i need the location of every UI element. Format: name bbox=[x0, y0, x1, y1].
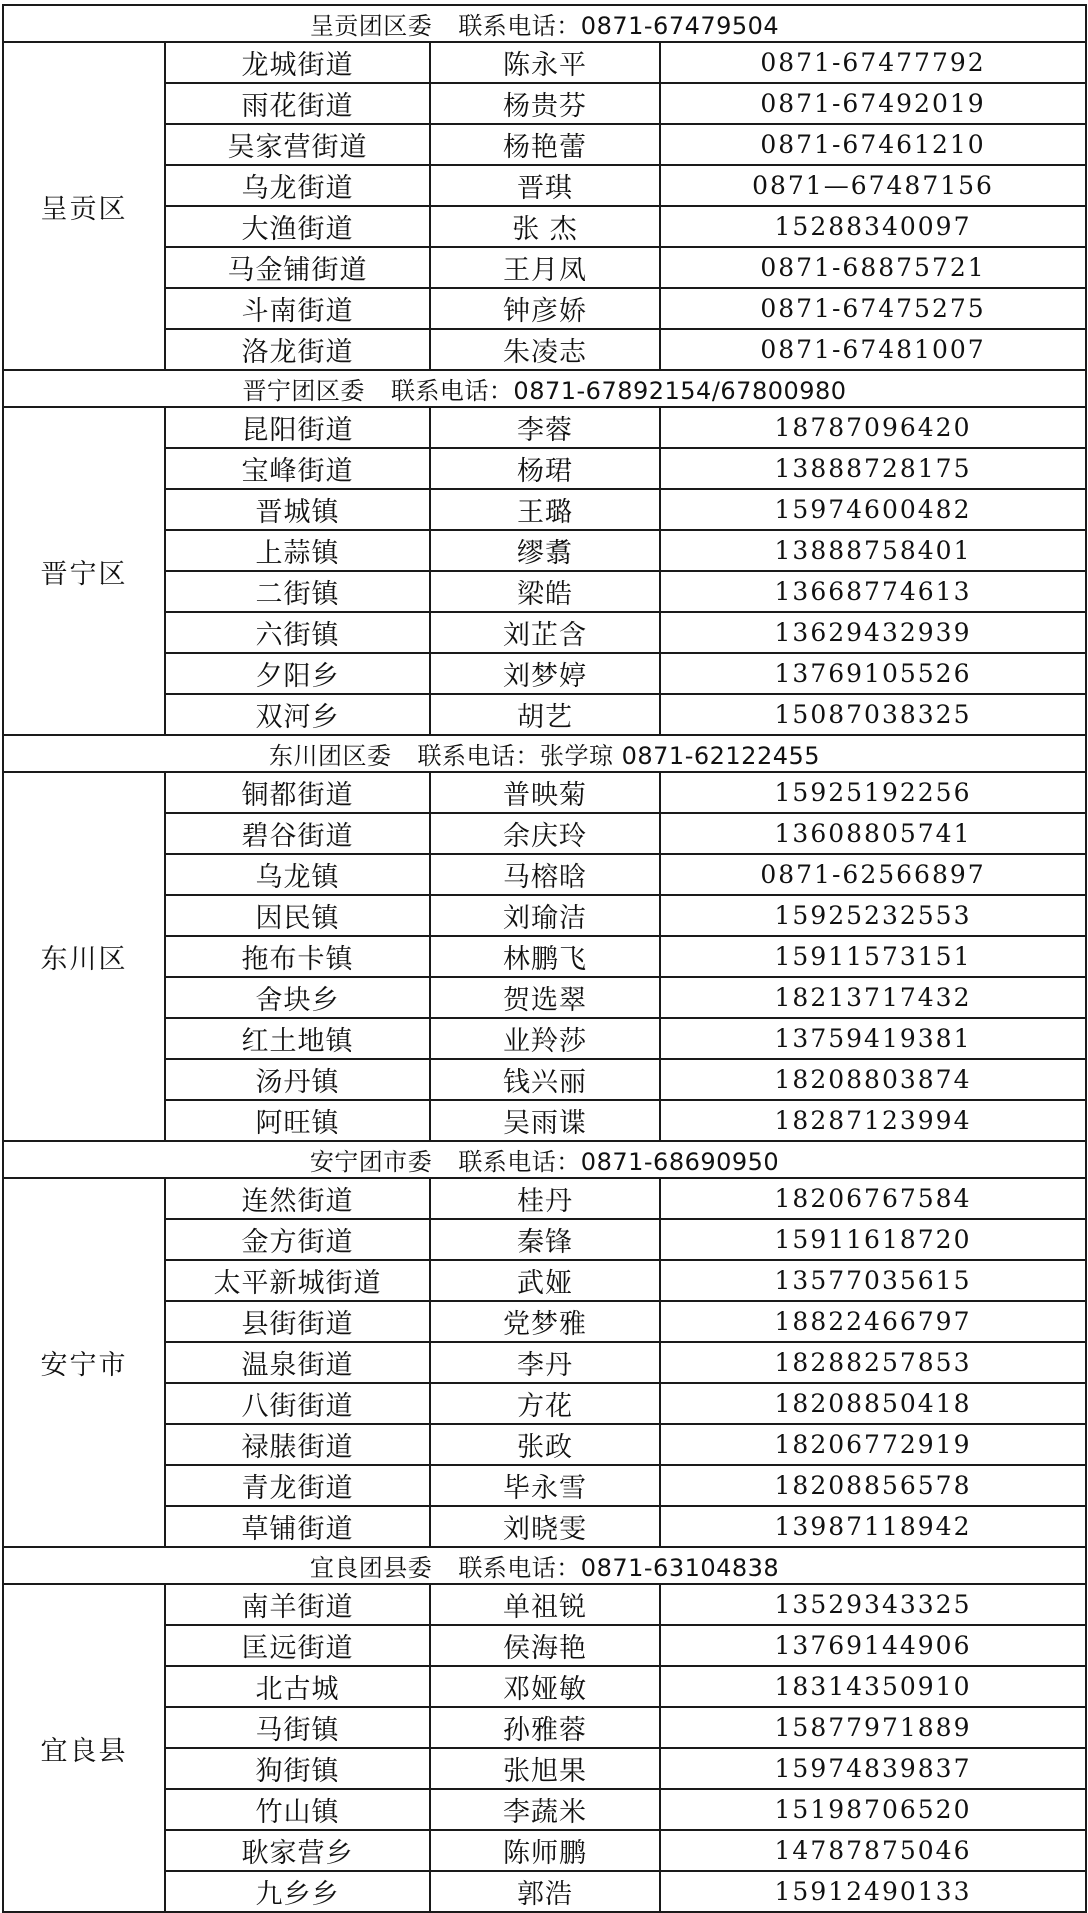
street-cell: 乌龙镇 bbox=[165, 854, 430, 895]
table-row bbox=[3, 42, 1086, 83]
table-row bbox=[3, 206, 1086, 247]
table-row bbox=[3, 977, 1086, 1018]
person-cell: 林鹏飞 bbox=[430, 936, 660, 977]
district-cell: 呈贡区 bbox=[3, 42, 165, 370]
street-cell: 斗南街道 bbox=[165, 288, 430, 329]
phone-cell: 13769144906 bbox=[660, 1625, 1086, 1666]
table-row bbox=[3, 1830, 1086, 1871]
phone-cell: 13888758401 bbox=[660, 530, 1086, 571]
table-row bbox=[3, 1506, 1086, 1547]
phone-cell: 0871—67487156 bbox=[660, 165, 1086, 206]
phone-cell: 13529343325 bbox=[660, 1584, 1086, 1625]
person-cell: 钟彦娇 bbox=[430, 288, 660, 329]
table-row bbox=[3, 1100, 1086, 1141]
district-cell: 宜良县 bbox=[3, 1584, 165, 1912]
person-cell: 杨艳蕾 bbox=[430, 124, 660, 165]
street-cell: 乌龙街道 bbox=[165, 165, 430, 206]
phone-cell: 18787096420 bbox=[660, 407, 1086, 448]
phone-cell: 15911573151 bbox=[660, 936, 1086, 977]
street-cell: 上蒜镇 bbox=[165, 530, 430, 571]
district-cell: 晋宁区 bbox=[3, 407, 165, 735]
person-cell: 陈师鹏 bbox=[430, 1830, 660, 1871]
table-row bbox=[3, 1301, 1086, 1342]
table-row bbox=[3, 1584, 1086, 1625]
phone-cell: 18213717432 bbox=[660, 977, 1086, 1018]
table-row bbox=[3, 288, 1086, 329]
street-cell: 阿旺镇 bbox=[165, 1100, 430, 1141]
street-cell: 拖布卡镇 bbox=[165, 936, 430, 977]
street-cell: 雨花街道 bbox=[165, 83, 430, 124]
table-row bbox=[3, 448, 1086, 489]
phone-cell: 13577035615 bbox=[660, 1260, 1086, 1301]
person-cell: 邓娅敏 bbox=[430, 1666, 660, 1707]
table-row bbox=[3, 612, 1086, 653]
phone-cell: 13987118942 bbox=[660, 1506, 1086, 1547]
street-cell: 县街街道 bbox=[165, 1301, 430, 1342]
table-row bbox=[3, 1465, 1086, 1506]
person-cell: 张 杰 bbox=[430, 206, 660, 247]
street-cell: 耿家营乡 bbox=[165, 1830, 430, 1871]
phone-cell: 18208856578 bbox=[660, 1465, 1086, 1506]
person-cell: 张旭果 bbox=[430, 1748, 660, 1789]
table-row bbox=[3, 895, 1086, 936]
section-header-row bbox=[3, 1141, 1086, 1178]
phone-cell: 18287123994 bbox=[660, 1100, 1086, 1141]
section-header-name: 晋宁团区委 bbox=[242, 377, 365, 405]
phone-cell: 18208850418 bbox=[660, 1383, 1086, 1424]
phone-cell: 15925232553 bbox=[660, 895, 1086, 936]
person-cell: 刘芷含 bbox=[430, 612, 660, 653]
street-cell: 南羊街道 bbox=[165, 1584, 430, 1625]
section-header-phone: 联系电话：张学琼 0871-62122455 bbox=[417, 742, 821, 770]
person-cell: 胡艺 bbox=[430, 694, 660, 735]
street-cell: 红土地镇 bbox=[165, 1018, 430, 1059]
person-cell: 党梦雅 bbox=[430, 1301, 660, 1342]
street-cell: 马金铺街道 bbox=[165, 247, 430, 288]
table-row bbox=[3, 83, 1086, 124]
person-cell: 钱兴丽 bbox=[430, 1059, 660, 1100]
person-cell: 晋琪 bbox=[430, 165, 660, 206]
person-cell: 杨贵芬 bbox=[430, 83, 660, 124]
section-header-row bbox=[3, 370, 1086, 407]
table-row bbox=[3, 571, 1086, 612]
section-header-name: 安宁团市委 bbox=[309, 1148, 433, 1176]
table-row bbox=[3, 813, 1086, 854]
phone-cell: 15087038325 bbox=[660, 694, 1086, 735]
street-cell: 金方街道 bbox=[165, 1219, 430, 1260]
table-row bbox=[3, 1871, 1086, 1912]
table-row bbox=[3, 1178, 1086, 1219]
phone-cell: 13759419381 bbox=[660, 1018, 1086, 1059]
street-cell: 狗街镇 bbox=[165, 1748, 430, 1789]
person-cell: 王月凤 bbox=[430, 247, 660, 288]
phone-cell: 0871-67475275 bbox=[660, 288, 1086, 329]
phone-cell: 18288257853 bbox=[660, 1342, 1086, 1383]
section-header-row bbox=[3, 5, 1086, 42]
street-cell: 禄脿街道 bbox=[165, 1424, 430, 1465]
person-cell: 单祖锐 bbox=[430, 1584, 660, 1625]
street-cell: 连然街道 bbox=[165, 1178, 430, 1219]
street-cell: 九乡乡 bbox=[165, 1871, 430, 1912]
table-row bbox=[3, 1383, 1086, 1424]
table-row bbox=[3, 1342, 1086, 1383]
table-row bbox=[3, 1059, 1086, 1100]
street-cell: 六街镇 bbox=[165, 612, 430, 653]
table-row bbox=[3, 329, 1086, 370]
phone-cell: 13668774613 bbox=[660, 571, 1086, 612]
street-cell: 温泉街道 bbox=[165, 1342, 430, 1383]
phone-cell: 14787875046 bbox=[660, 1830, 1086, 1871]
street-cell: 汤丹镇 bbox=[165, 1059, 430, 1100]
street-cell: 吴家营街道 bbox=[165, 124, 430, 165]
street-cell: 晋城镇 bbox=[165, 489, 430, 530]
table-row bbox=[3, 694, 1086, 735]
phone-cell: 18822466797 bbox=[660, 1301, 1086, 1342]
person-cell: 朱凌志 bbox=[430, 329, 660, 370]
section-header-phone: 联系电话：0871-63104838 bbox=[458, 1554, 780, 1582]
street-cell: 二街镇 bbox=[165, 571, 430, 612]
person-cell: 吴雨谍 bbox=[430, 1100, 660, 1141]
phone-cell: 15974839837 bbox=[660, 1748, 1086, 1789]
phone-cell: 15198706520 bbox=[660, 1789, 1086, 1830]
phone-cell: 18206772919 bbox=[660, 1424, 1086, 1465]
person-cell: 业羚莎 bbox=[430, 1018, 660, 1059]
person-cell: 方花 bbox=[430, 1383, 660, 1424]
person-cell: 贺选翠 bbox=[430, 977, 660, 1018]
phone-cell: 0871-62566897 bbox=[660, 854, 1086, 895]
person-cell: 李丹 bbox=[430, 1342, 660, 1383]
street-cell: 夕阳乡 bbox=[165, 653, 430, 694]
street-cell: 竹山镇 bbox=[165, 1789, 430, 1830]
street-cell: 大渔街道 bbox=[165, 206, 430, 247]
person-cell: 侯海艳 bbox=[430, 1625, 660, 1666]
district-cell: 东川区 bbox=[3, 772, 165, 1141]
phone-cell: 15911618720 bbox=[660, 1219, 1086, 1260]
section-header-row bbox=[3, 1547, 1086, 1584]
phone-cell: 0871-67477792 bbox=[660, 42, 1086, 83]
section-header-name: 呈贡团区委 bbox=[309, 12, 433, 40]
section-header-phone: 联系电话：0871-67892154/67800980 bbox=[390, 377, 847, 405]
table-row bbox=[3, 772, 1086, 813]
person-cell: 梁皓 bbox=[430, 571, 660, 612]
street-cell: 因民镇 bbox=[165, 895, 430, 936]
street-cell: 草铺街道 bbox=[165, 1506, 430, 1547]
street-cell: 北古城 bbox=[165, 1666, 430, 1707]
person-cell: 武娅 bbox=[430, 1260, 660, 1301]
phone-cell: 18208803874 bbox=[660, 1059, 1086, 1100]
person-cell: 刘梦婷 bbox=[430, 653, 660, 694]
person-cell: 刘晓雯 bbox=[430, 1506, 660, 1547]
table-row bbox=[3, 1666, 1086, 1707]
phone-cell: 13888728175 bbox=[660, 448, 1086, 489]
street-cell: 洛龙街道 bbox=[165, 329, 430, 370]
person-cell: 普映菊 bbox=[430, 772, 660, 813]
phone-cell: 0871-68875721 bbox=[660, 247, 1086, 288]
person-cell: 陈永平 bbox=[430, 42, 660, 83]
person-cell: 毕永雪 bbox=[430, 1465, 660, 1506]
person-cell: 刘瑜洁 bbox=[430, 895, 660, 936]
section-header bbox=[3, 735, 1086, 772]
person-cell: 李蔬米 bbox=[430, 1789, 660, 1830]
street-cell: 马街镇 bbox=[165, 1707, 430, 1748]
phone-cell: 13629432939 bbox=[660, 612, 1086, 653]
street-cell: 舍块乡 bbox=[165, 977, 430, 1018]
phone-cell: 0871-67481007 bbox=[660, 329, 1086, 370]
street-cell: 昆阳街道 bbox=[165, 407, 430, 448]
table-row bbox=[3, 653, 1086, 694]
street-cell: 双河乡 bbox=[165, 694, 430, 735]
table-row bbox=[3, 1625, 1086, 1666]
person-cell: 桂丹 bbox=[430, 1178, 660, 1219]
person-cell: 张政 bbox=[430, 1424, 660, 1465]
phone-cell: 15925192256 bbox=[660, 772, 1086, 813]
district-cell: 安宁市 bbox=[3, 1178, 165, 1547]
phone-cell: 0871-67492019 bbox=[660, 83, 1086, 124]
table-row bbox=[3, 1260, 1086, 1301]
phone-cell: 15974600482 bbox=[660, 489, 1086, 530]
section-header bbox=[3, 370, 1086, 407]
person-cell: 余庆玲 bbox=[430, 813, 660, 854]
table-row bbox=[3, 165, 1086, 206]
section-header-phone: 联系电话：0871-68690950 bbox=[458, 1148, 780, 1176]
table-row bbox=[3, 1424, 1086, 1465]
table-row bbox=[3, 1748, 1086, 1789]
table-row bbox=[3, 489, 1086, 530]
street-cell: 青龙街道 bbox=[165, 1465, 430, 1506]
section-header-name: 宜良团县委 bbox=[309, 1554, 433, 1582]
phone-cell: 15912490133 bbox=[660, 1871, 1086, 1912]
table-row bbox=[3, 247, 1086, 288]
phone-cell: 18206767584 bbox=[660, 1178, 1086, 1219]
phone-cell: 15877971889 bbox=[660, 1707, 1086, 1748]
person-cell: 王璐 bbox=[430, 489, 660, 530]
street-cell: 宝峰街道 bbox=[165, 448, 430, 489]
phone-cell: 15288340097 bbox=[660, 206, 1086, 247]
section-header bbox=[3, 5, 1086, 42]
street-cell: 碧谷街道 bbox=[165, 813, 430, 854]
street-cell: 太平新城街道 bbox=[165, 1260, 430, 1301]
phone-cell: 13608805741 bbox=[660, 813, 1086, 854]
table-row bbox=[3, 1018, 1086, 1059]
table-row bbox=[3, 1789, 1086, 1830]
table-row bbox=[3, 407, 1086, 448]
table-row bbox=[3, 1219, 1086, 1260]
table-row bbox=[3, 530, 1086, 571]
section-header-name: 东川团区委 bbox=[269, 742, 392, 770]
contact-table bbox=[2, 4, 1087, 1913]
person-cell: 孙雅蓉 bbox=[430, 1707, 660, 1748]
table-row bbox=[3, 124, 1086, 165]
section-header-phone: 联系电话：0871-67479504 bbox=[458, 12, 780, 40]
person-cell: 李蓉 bbox=[430, 407, 660, 448]
street-cell: 龙城街道 bbox=[165, 42, 430, 83]
street-cell: 铜都街道 bbox=[165, 772, 430, 813]
person-cell: 杨珺 bbox=[430, 448, 660, 489]
person-cell: 马榕晗 bbox=[430, 854, 660, 895]
phone-cell: 13769105526 bbox=[660, 653, 1086, 694]
section-header bbox=[3, 1547, 1086, 1584]
street-cell: 匡远街道 bbox=[165, 1625, 430, 1666]
person-cell: 秦锋 bbox=[430, 1219, 660, 1260]
section-header-row bbox=[3, 735, 1086, 772]
phone-cell: 0871-67461210 bbox=[660, 124, 1086, 165]
phone-cell: 18314350910 bbox=[660, 1666, 1086, 1707]
table-row bbox=[3, 936, 1086, 977]
table-row bbox=[3, 854, 1086, 895]
table-row bbox=[3, 1707, 1086, 1748]
street-cell: 八街街道 bbox=[165, 1383, 430, 1424]
person-cell: 缪翥 bbox=[430, 530, 660, 571]
section-header bbox=[3, 1141, 1086, 1178]
person-cell: 郭浩 bbox=[430, 1871, 660, 1912]
